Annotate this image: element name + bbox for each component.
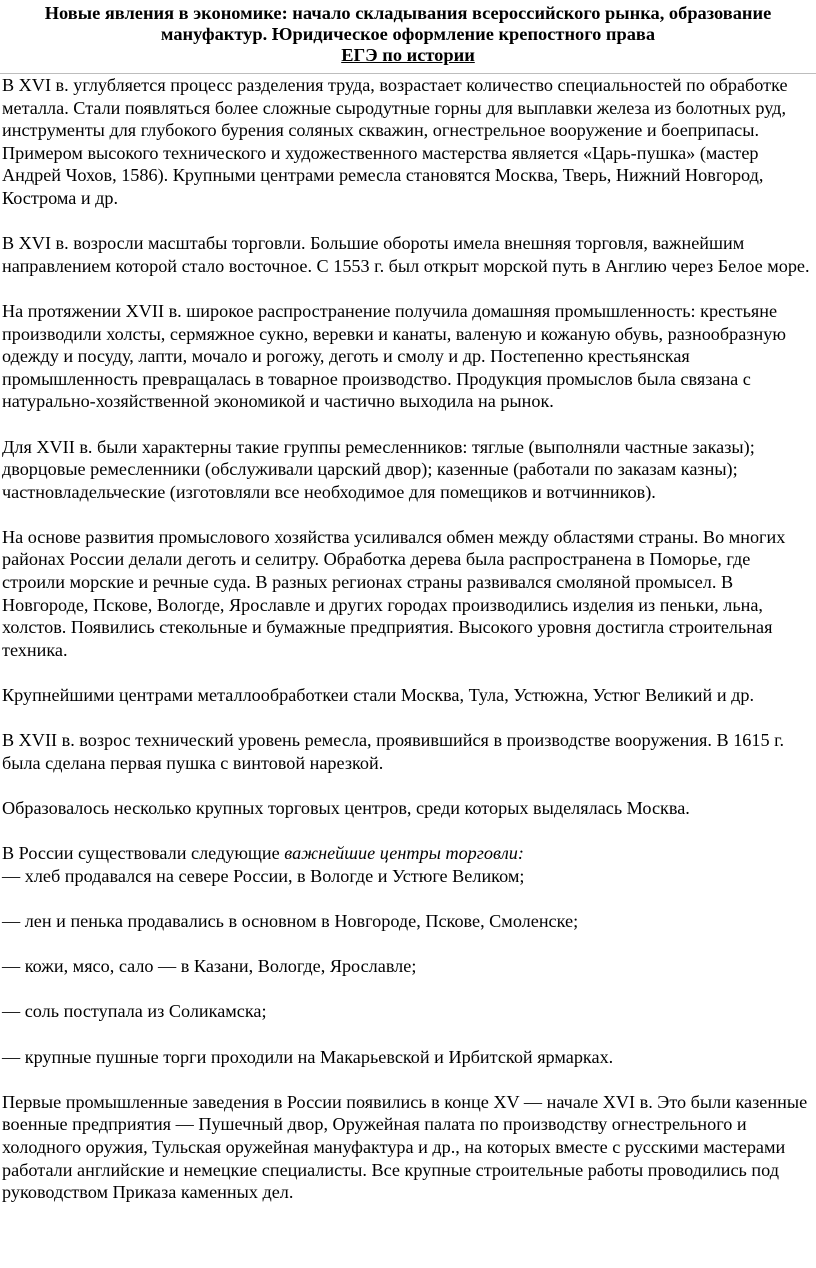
document-header	[0, 0, 816, 66]
paragraph-trade-centers: Образовалось несколько крупных торговых центров, среди которых выделялась Москва.	[2, 798, 690, 818]
trade-intro-text: В России существовали следующие	[2, 843, 285, 864]
document-body	[0, 74, 816, 1204]
trade-intro-italic: важнейшие центры торговли:	[284, 843, 524, 864]
trade-intro	[2, 842, 814, 865]
trade-item: — соль поступала из Соликамска;	[2, 1001, 267, 1022]
paragraph-trade-16c: В XVI в. возросли масштабы торговли. Большие обороты имела внешняя торговля, важнейшим направлением которой стало восточное. С 1553 г. был открыт морской путь в Англию через Белое море.	[2, 233, 810, 276]
trade-item: — лен и пенька продавались в основном в Новгороде, Пскове, Смоленске;	[2, 910, 579, 931]
paragraph-metal-centers: Крупнейшими центрами металлообработкеи стали Москва, Тула, Устюжна, Устюг Великий и др.	[2, 685, 754, 706]
trade-item: — крупные пушные торги проходили на Макарьевской и Ирбитской ярмарках.	[2, 1046, 614, 1067]
paragraph-weapons: В XVII в. возрос технический уровень ремесла, проявившийся в производстве вооружения. В 1615 г. была сделана первая пушка с винтовой нарезкой.	[2, 730, 785, 773]
document-title: Новые явления в экономике: начало складывания всероссийского рынка, образование мануфактур. Юридическое оформление крепостного права	[44, 3, 772, 44]
trade-item: — кожи, мясо, сало — в Казани, Вологде, Ярославле;	[2, 956, 417, 977]
document-subtitle: ЕГЭ по истории	[341, 45, 475, 65]
paragraph-home-industry: На протяжении XVII в. широкое распространение получила домашняя промышленность: крестьяне производили холсты, сермяжное сукно, веревки и канаты, валеную и кожаную обувь, разнообразную одежду и посуду, лапти, мочало и рогожу, деготь и смолу и др. Постепенно крестьянская промышленность превращалась в товарное производство. Продукция промыслов была связана с натурально-хозяйственной экономикой и частично выходила на рынок.	[2, 300, 786, 412]
paragraph-craftsmen-groups: Для XVII в. были характерны такие группы ремесленников: тяглые (выполняли частные заказы); дворцовые ремесленники (обслуживали царский двор); казенные (работали по заказам казны); частновладельческие (изготовляли все необходимое для помещиков и вотчинников).	[2, 436, 755, 502]
paragraph-regional-exchange: На основе развития промыслового хозяйства усиливался обмен между областями страны. Во многих районах России делали деготь и селитру. Обработка дерева была распространена в Поморье, где строили морские и речные суда. В разных регионах страны развивался смоляной промысел. В Новгороде, Пскове, Вологде, Ярославле и других городах производились изделия из пеньки, льна, холстов. Появились стекольные и бумажные предприятия. Высокого уровня достигла строительная техника.	[2, 526, 786, 660]
paragraph-first-manufactories: Первые промышленные заведения в России появились в конце XV — начале XVI в. Это были казенные военные предприятия — Пушечный двор, Оружейная палата по производству огнестрельного и холодного оружия, Тульская оружейная мануфактура и др., на которых вместе с русскими мастерами работали английские и немецкие специалисты. Все крупные строительные работы проводились под руководством Приказа каменных дел.	[2, 1091, 808, 1203]
paragraph-metalwork: В XVI в. углубляется процесс разделения труда, возрастает количество специальностей по обработке металла. Стали появляться более сложные сыродутные горны для выплавки железа из болотных руд, инструменты для глубокого бурения соляных скважин, огнестрельное вооружение и боеприпасы. Примером высокого технического и художественного мастерства является «Царь-пушка» (мастер Андрей Чохов, 1586). Крупными центрами ремесла становятся Москва, Тверь, Нижний Новгород, Кострома и др.	[2, 75, 788, 208]
trade-item: — хлеб продавался на севере России, в Вологде и Устюге Великом;	[2, 865, 525, 886]
